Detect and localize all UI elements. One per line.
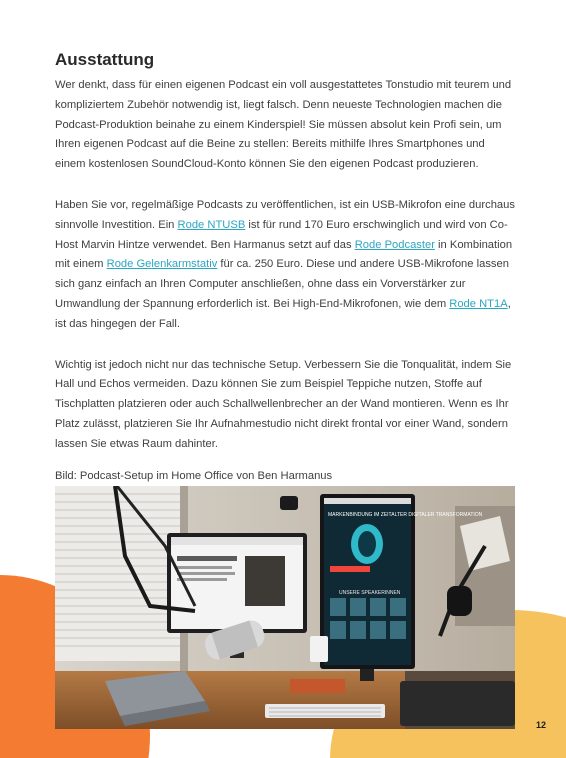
monitor-title: MARKENBINDUNG IM ZEITALTER DIGITALER TRANSFORMATION [328,512,483,518]
link-rode-nt1a[interactable]: Rode NT1A [449,297,508,310]
section-heading: Ausstattung [55,50,155,69]
text: ist für rund 170 Euro erschwinglich und wird von Co-Host Marvin Hintze verwendet. Ben Harmanus setzt auf das [55,218,508,251]
photo-illustration [55,486,515,729]
monitor-section: UNSERE SPEAKERINNEN [339,590,401,596]
podcast-setup-photo [55,486,515,729]
image-caption: Bild: Podcast-Setup im Home Office von Ben Harmanus [55,470,333,482]
paragraph-1: Wer denkt, dass für einen eigenen Podcast ein voll ausgestattetes Tonstudio mit teurem und kompliziertem Zubehör notwendig ist, liegt falsch. Denn neueste Technologien machen die Podcast-Produktion beinahe zu einem Kinderspiel! Sie müssen absolut kein Profi sein, um Ihren eigenen Podcast auf die Beine zu stellen: Bereits mithilfe Ihres Smartphones und einem kostenlosen SoundCloud-Konto können Sie den eigenen Podcast produzieren. [55,79,512,171]
text: Haben Sie vor, regelmäßige Podcasts zu veröffentlichen, ist ein USB-Mikrofon eine durchaus sinnvolle Investition. Ein [55,198,515,231]
article [55,50,515,482]
link-rode-podcaster[interactable]: Rode Podcaster [354,238,435,251]
text: , ist das hingegen der Fall. [55,297,511,330]
paragraph-3: Wichtig ist jedoch nicht nur das technische Setup. Verbessern Sie die Tonqualität, indem Sie Hall und Echos vermeiden. Dazu können Sie zum Beispiel Teppiche nutzen, Stoffe auf Tischplatten platzieren oder auch Schallwellenbrecher an der Wand montieren. Wenn es Ihr Platz zulässt, platzieren Sie Ihr Aufnahmestudio nicht direkt frontal vor einer Wand, sondern lassen Sie etwas Raum dahinter. [55,358,512,450]
text: in Kombination mit einem [55,238,513,271]
paragraph-2 [55,196,515,335]
link-rode-gelenkarmstativ[interactable]: Rode Gelenkarmstativ [106,258,218,271]
link-rode-ntusb[interactable]: Rode NTUSB [177,218,246,231]
text: für ca. 250 Euro. Diese und andere USB-Mikrofone lassen sich ganz einfach an Ihren Computer anschließen, ohne dass ein Vorverstärker zur Umwandlung der Spannung erforderlich ist. Bei High-End-Mikrofonen, wie dem [55,258,509,310]
page-number: 12 [536,720,547,730]
